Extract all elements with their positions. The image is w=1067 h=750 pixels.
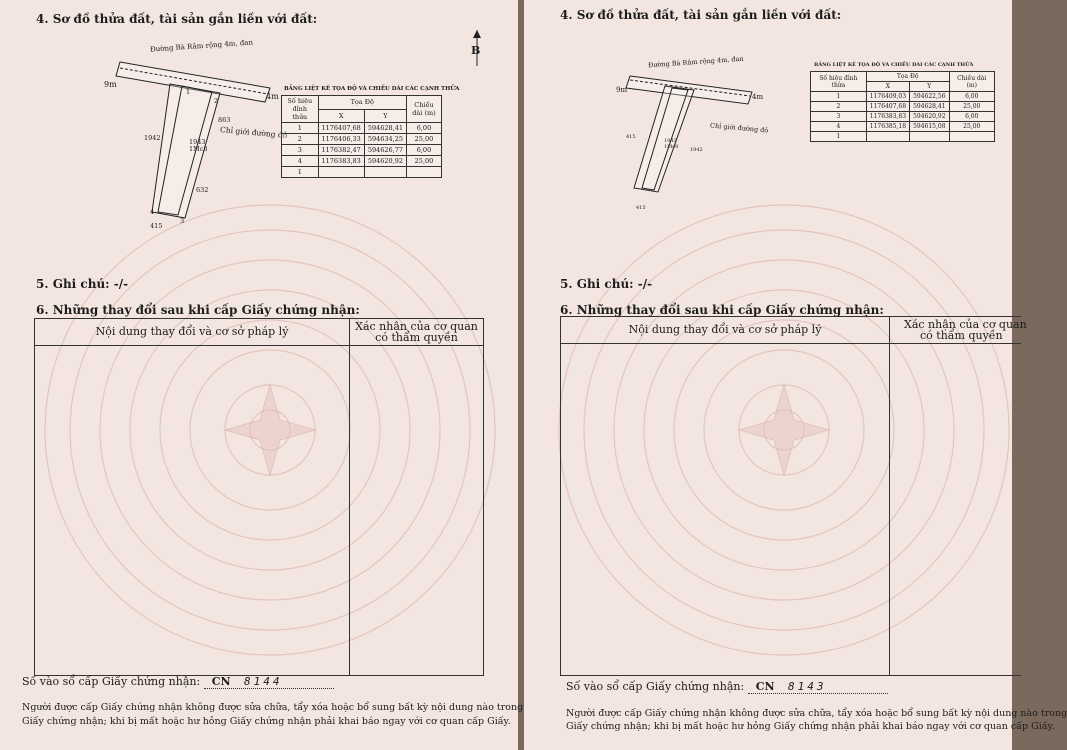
neighbor-label-d: 415 [150, 222, 163, 230]
col-confirm-header-2: có thẩm quyền [920, 329, 1003, 342]
coord-table-caption: BẢNG LIỆT KÊ TỌA ĐỘ VÀ CHIỀU DÀI CÁC CẠNH THỬA [284, 86, 460, 92]
neighbor-label-d: 415 [636, 205, 646, 211]
registration-prefix: CN [211, 675, 231, 688]
footer-note-line-2: Giấy chứng nhận; khi bị mất hoặc hư hỏng Giấy chứng nhận phải khai báo ngay với cơ quan cấp Giấy. [22, 716, 511, 727]
point-2-label: 2 [214, 97, 219, 105]
neighbor-label-e: 863 [218, 116, 231, 124]
th-point: Số hiệu đỉnh thửa [282, 96, 319, 123]
table-row: 1 [282, 167, 442, 178]
neighbor-label-b: 1943 [664, 138, 677, 144]
th-point: Số hiệu đỉnh thửa [811, 72, 867, 92]
table-row: 2 1176406,33 594634,25 25,00 [282, 134, 442, 145]
neighbor-label-b2: 1Mc8 [664, 144, 679, 150]
width-dim: 9m [616, 86, 628, 94]
col-confirm-header-1: Xác nhận của cơ quan [904, 318, 1027, 331]
changes-col-divider [349, 319, 350, 675]
neighbor-label-b: 1943 [189, 138, 206, 146]
th-y: Y [364, 109, 406, 123]
registration-value [204, 675, 334, 689]
col-confirm-header-2: có thẩm quyền [375, 331, 458, 344]
registration-label: Số vào sổ cấp Giấy chứng nhận: [22, 675, 201, 688]
col-confirm-header-1: Xác nhận của cơ quan [355, 320, 478, 333]
footer-note-line-2: Giấy chứng nhận; khi bị mất hoặc hư hỏng Giấy chứng nhận phải khai báo ngay với cơ quan cấp Giấy. [566, 721, 1055, 732]
road-label: Đường Bà Râm rộng 4m, đan [647, 54, 744, 70]
table-row: 4 1176385,18 594615,08 25,00 [811, 122, 995, 132]
table-row: 3 1176382,47 594626,77 6,00 [282, 145, 442, 156]
width-dim: 9m [104, 80, 117, 89]
section-5-note: 5. Ghi chú: -/- [36, 277, 129, 291]
point-4-label: 4 [150, 208, 155, 216]
point-3-label: 3 [180, 217, 185, 225]
depth-dim: 4m [752, 93, 764, 101]
neighbor-label-c: 632 [196, 186, 209, 194]
th-length: Chiều dài (m) [949, 72, 994, 92]
neighbor-label-a: 415 [626, 134, 636, 140]
registration-number: 8143 [788, 680, 827, 693]
table-row: 2 1176407,68 594628,41 25,00 [811, 102, 995, 112]
coord-table-caption: BẢNG LIỆT KÊ TỌA ĐỘ VÀ CHIỀU DÀI CÁC CẠNH THỬA [814, 62, 974, 68]
table-row: 1 1176407,68 594628,41 6,00 [282, 123, 442, 134]
registration-line [566, 680, 888, 694]
certificate-page-left [0, 0, 524, 750]
section-5-note: 5. Ghi chú: -/- [560, 277, 653, 291]
section-6-heading: 6. Những thay đổi sau khi cấp Giấy chứng nhận: [560, 303, 884, 317]
th-coord: Tọa Độ [318, 96, 406, 110]
changes-col-divider [889, 317, 890, 675]
registration-value [748, 680, 888, 694]
registration-line [22, 675, 334, 689]
th-coord: Tọa Độ [866, 72, 949, 82]
neighbor-label-c: 1942 [690, 147, 703, 153]
th-x: X [318, 109, 364, 123]
section-4-heading: 4. Sơ đồ thửa đất, tài sản gắn liền với đất: [560, 8, 842, 22]
section-4-heading: 4. Sơ đồ thửa đất, tài sản gắn liền với đất: [36, 12, 318, 26]
north-arrow-icon [470, 28, 484, 68]
depth-dim: 4m [266, 92, 279, 101]
changes-table [560, 316, 1027, 676]
coord-table [810, 71, 995, 142]
col-content-header: Nội dung thay đổi và cơ sở pháp lý [628, 323, 822, 336]
changes-table [34, 318, 484, 676]
registration-prefix: CN [755, 680, 775, 693]
col-content-header: Nội dung thay đổi và cơ sở pháp lý [95, 325, 289, 338]
footer-note-line-1: Người được cấp Giấy chứng nhận không được sửa chữa, tẩy xóa hoặc bổ sung bất kỳ nội dung nào trong [22, 702, 524, 713]
coord-table [281, 95, 442, 178]
table-row: 1 [811, 132, 995, 142]
point-1-label: 1 [186, 88, 191, 96]
th-length: Chiều dài (m) [406, 96, 441, 123]
table-row: 1 1176409,03 594622,56 6,00 [811, 92, 995, 102]
registration-number: 8144 [244, 675, 283, 688]
boundary-label: Chỉ giới đường đỏ [219, 125, 288, 140]
neighbor-label-b2: 1Mc8 [189, 145, 208, 153]
certificate-page-right [524, 0, 1067, 750]
section-6-heading: 6. Những thay đổi sau khi cấp Giấy chứng nhận: [36, 303, 360, 317]
boundary-label: Chỉ giới đường đỏ [709, 121, 769, 135]
footer-note-line-1: Người được cấp Giấy chứng nhận không được sửa chữa, tẩy xóa hoặc bổ sung bất kỳ nội dung nào trong [566, 708, 1067, 719]
table-row: 4 1176383,83 594620,92 25,00 [282, 156, 442, 167]
north-arrow-label: B [471, 44, 481, 57]
road-label: Đường Bà Râm rộng 4m, đan [149, 38, 254, 54]
table-row: 3 1176383,83 594620,92 6,00 [811, 112, 995, 122]
th-y: Y [910, 82, 949, 92]
parcel-sketch [620, 58, 770, 208]
neighbor-label-a: 1942 [144, 134, 161, 142]
registration-label: Số vào sổ cấp Giấy chứng nhận: [566, 680, 745, 693]
th-x: X [866, 82, 909, 92]
